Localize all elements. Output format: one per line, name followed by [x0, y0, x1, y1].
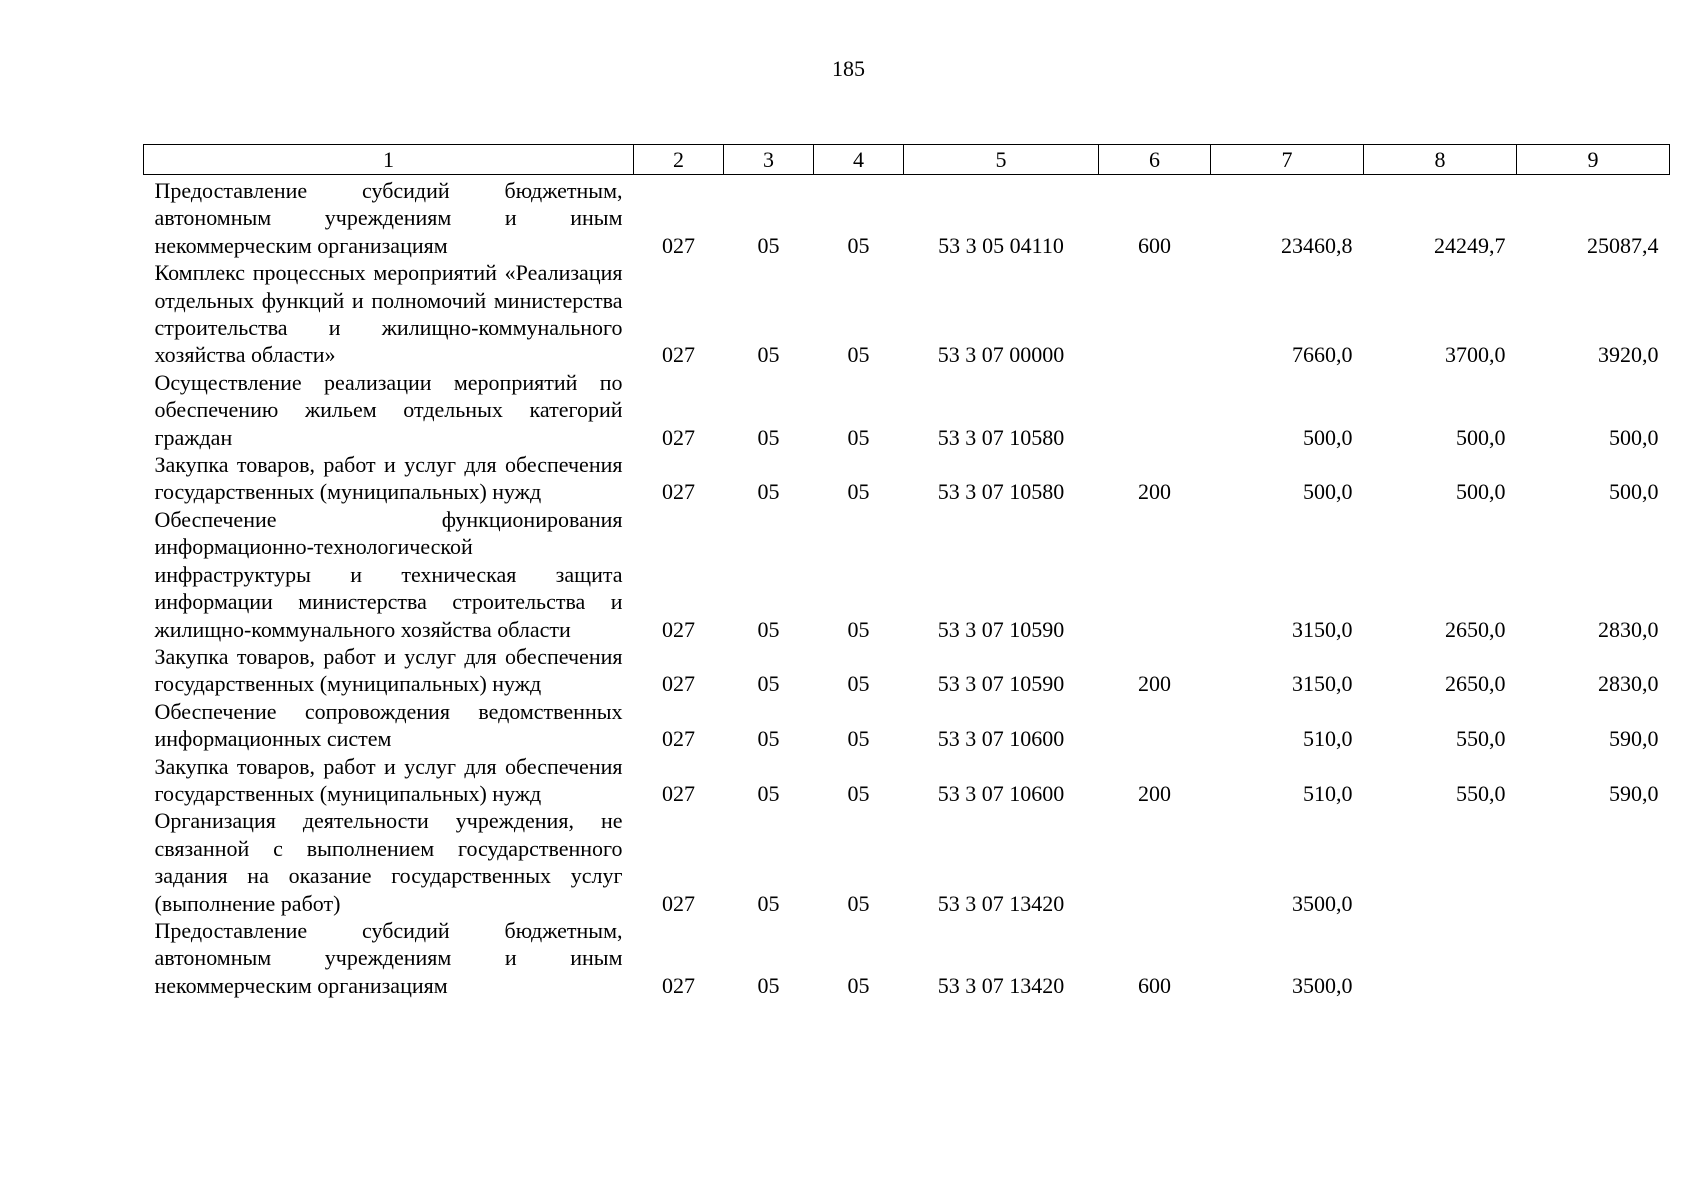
table-row — [144, 175, 1670, 260]
row-subsection-code: 05 — [847, 424, 870, 450]
row-subsection-code: 05 — [847, 780, 870, 806]
row-name: Осуществление реализации мероприятий по обеспечению жильем отдельных категорий граждан — [154, 369, 623, 450]
row-amount-year2 — [1364, 917, 1517, 999]
budget-table — [143, 144, 1670, 999]
row-amount-year3: 2830,0 — [1598, 671, 1659, 697]
table-row — [144, 369, 1670, 451]
row-section-code: 05 — [757, 780, 780, 806]
row-name: Обеспечение функционирования информационно-технологической инфраструктуры и техническая защита информации министерства строительства и жилищно-коммунального хозяйства области — [154, 506, 623, 642]
row-gr-code: 027 — [662, 616, 695, 642]
row-subsection-code: 05 — [847, 479, 870, 505]
row-amount-year1: 510,0 — [1303, 726, 1353, 752]
row-amount-year2: 3700,0 — [1445, 342, 1506, 368]
row-name: Закупка товаров, работ и услуг для обеспечения государственных (муниципальных) нужд — [154, 753, 623, 806]
row-amount-year1: 500,0 — [1303, 424, 1353, 450]
row-subsection-code: 05 — [847, 342, 870, 368]
row-amount-year2: 500,0 — [1456, 479, 1506, 505]
row-section-code: 05 — [757, 616, 780, 642]
row-amount-year2: 24249,7 — [1434, 232, 1506, 258]
row-gr-code: 027 — [662, 424, 695, 450]
column-header: 4 — [814, 145, 904, 175]
row-name: Комплекс процессных мероприятий «Реализация отдельных функций и полномочий министерства строительства и жилищно-коммунального хозяйства области» — [154, 260, 623, 368]
row-gr-code: 027 — [662, 780, 695, 806]
row-name: Предоставление субсидий бюджетным, автономным учреждениям и иным некоммерческим организациям — [154, 178, 623, 258]
row-amount-year3: 3920,0 — [1598, 342, 1659, 368]
column-number-header — [144, 145, 1670, 175]
column-header: 5 — [904, 145, 1099, 175]
row-amount-year2 — [1364, 807, 1517, 917]
table-row — [144, 807, 1670, 917]
page-number: 185 — [832, 56, 865, 81]
row-subsection-code: 05 — [847, 232, 870, 258]
column-header: 2 — [634, 145, 724, 175]
row-gr-code: 027 — [662, 726, 695, 752]
row-amount-year1: 3500,0 — [1292, 890, 1353, 916]
row-expense-type: 600 — [1138, 972, 1171, 998]
row-gr-code: 027 — [662, 972, 695, 998]
row-amount-year1: 500,0 — [1303, 479, 1353, 505]
row-section-code: 05 — [757, 342, 780, 368]
row-target-article: 53 3 07 10600 — [937, 726, 1065, 752]
column-header: 7 — [1211, 145, 1364, 175]
table-row — [144, 643, 1670, 698]
row-amount-year1: 510,0 — [1303, 780, 1353, 806]
row-amount-year3: 590,0 — [1609, 726, 1659, 752]
row-amount-year3: 500,0 — [1609, 424, 1659, 450]
row-expense-type: 600 — [1138, 232, 1171, 258]
row-amount-year3: 500,0 — [1609, 479, 1659, 505]
row-gr-code: 027 — [662, 232, 695, 258]
row-expense-type — [1099, 259, 1211, 369]
row-amount-year2: 500,0 — [1456, 424, 1506, 450]
table-row — [144, 698, 1670, 753]
row-amount-year1: 3150,0 — [1292, 671, 1353, 697]
row-section-code: 05 — [757, 726, 780, 752]
row-amount-year2: 550,0 — [1456, 780, 1506, 806]
row-expense-type: 200 — [1138, 780, 1171, 806]
row-target-article: 53 3 05 04110 — [938, 232, 1064, 258]
row-gr-code: 027 — [662, 671, 695, 697]
row-target-article: 53 3 07 00000 — [937, 342, 1065, 368]
row-section-code: 05 — [757, 424, 780, 450]
row-name: Закупка товаров, работ и услуг для обеспечения государственных (муниципальных) нужд — [154, 452, 623, 505]
row-target-article: 53 3 07 10580 — [937, 424, 1065, 450]
table-row — [144, 506, 1670, 643]
row-expense-type — [1099, 698, 1211, 753]
row-amount-year2: 2650,0 — [1445, 616, 1506, 642]
row-section-code: 05 — [757, 890, 780, 916]
row-name: Обеспечение сопровождения ведомственных информационных систем — [154, 698, 623, 752]
column-header: 9 — [1517, 145, 1670, 175]
table-row — [144, 451, 1670, 506]
row-section-code: 05 — [757, 972, 780, 998]
column-header: 6 — [1099, 145, 1211, 175]
row-target-article: 53 3 07 10590 — [937, 671, 1065, 697]
row-amount-year2: 550,0 — [1456, 726, 1506, 752]
column-header: 3 — [724, 145, 814, 175]
column-header: 1 — [144, 145, 634, 175]
row-amount-year3: 25087,4 — [1587, 232, 1659, 258]
row-gr-code: 027 — [662, 342, 695, 368]
row-expense-type — [1099, 369, 1211, 451]
row-target-article: 53 3 07 10590 — [937, 616, 1065, 642]
row-expense-type — [1099, 506, 1211, 643]
column-header: 8 — [1364, 145, 1517, 175]
row-amount-year1: 23460,8 — [1281, 232, 1353, 258]
row-section-code: 05 — [757, 671, 780, 697]
row-section-code: 05 — [757, 232, 780, 258]
row-amount-year2: 2650,0 — [1445, 671, 1506, 697]
row-target-article: 53 3 07 10580 — [937, 479, 1065, 505]
row-section-code: 05 — [757, 479, 780, 505]
row-gr-code: 027 — [662, 479, 695, 505]
row-amount-year1: 3500,0 — [1292, 972, 1353, 998]
row-amount-year3: 2830,0 — [1598, 616, 1659, 642]
table-row — [144, 917, 1670, 999]
row-name: Организация деятельности учреждения, не связанной с выполнением государственного задания на оказание государственных услуг (выполнение работ) — [154, 808, 623, 916]
row-amount-year3 — [1517, 807, 1670, 917]
row-amount-year1: 3150,0 — [1292, 616, 1353, 642]
row-subsection-code: 05 — [847, 726, 870, 752]
row-target-article: 53 3 07 13420 — [937, 890, 1065, 916]
table-row — [144, 259, 1670, 369]
row-amount-year3: 590,0 — [1609, 780, 1659, 806]
row-subsection-code: 05 — [847, 972, 870, 998]
row-subsection-code: 05 — [847, 616, 870, 642]
row-expense-type: 200 — [1138, 671, 1171, 697]
row-amount-year1: 7660,0 — [1292, 342, 1353, 368]
row-amount-year3 — [1517, 917, 1670, 999]
row-expense-type: 200 — [1138, 479, 1171, 505]
row-name: Предоставление субсидий бюджетным, автономным учреждениям и иным некоммерческим организациям — [154, 917, 623, 998]
table-row — [144, 753, 1670, 808]
row-name: Закупка товаров, работ и услуг для обеспечения государственных (муниципальных) нужд — [154, 643, 623, 697]
row-gr-code: 027 — [662, 890, 695, 916]
row-expense-type — [1099, 807, 1211, 917]
row-subsection-code: 05 — [847, 890, 870, 916]
row-target-article: 53 3 07 10600 — [937, 780, 1065, 806]
row-subsection-code: 05 — [847, 671, 870, 697]
row-target-article: 53 3 07 13420 — [937, 972, 1065, 998]
